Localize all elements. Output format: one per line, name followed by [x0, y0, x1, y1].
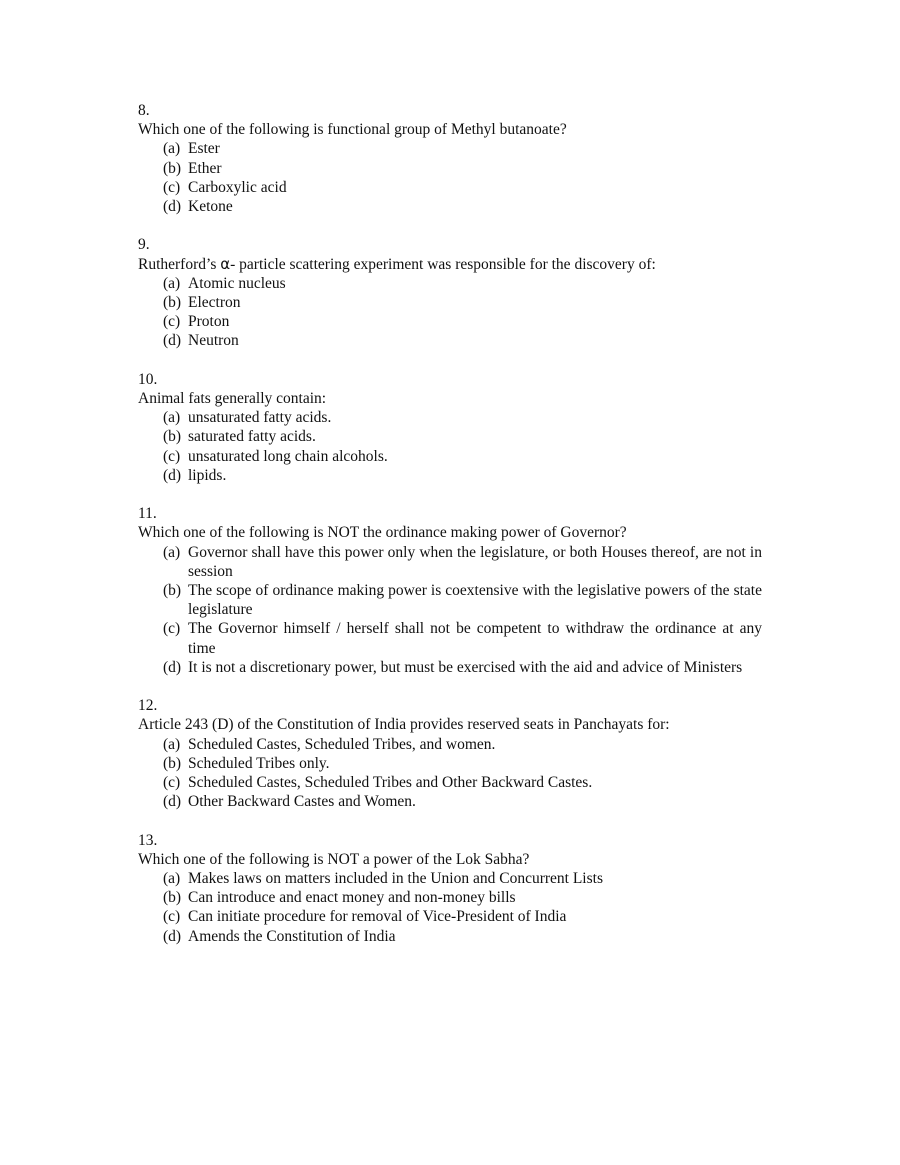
question-number: 13. — [138, 831, 158, 849]
option-text: Proton — [188, 313, 230, 331]
option-label: (d) — [163, 332, 182, 350]
option-text: Governor shall have this power only when the legislature, or both Houses thereof, are not in session — [188, 543, 762, 580]
option-text: Scheduled Castes, Scheduled Tribes, and women. — [188, 735, 496, 753]
option-text: The Governor himself / herself shall not be competent to withdraw the ordinance at any time — [188, 620, 762, 657]
option-b — [138, 581, 762, 619]
option-a — [138, 869, 762, 888]
question-list — [138, 101, 762, 965]
option-b — [138, 427, 762, 446]
option-label: (c) — [163, 447, 181, 465]
option-label: (b) — [163, 889, 182, 907]
option-c — [138, 312, 762, 331]
option-label: (a) — [163, 543, 181, 561]
option-label: (c) — [163, 908, 181, 926]
question-10 — [138, 370, 762, 485]
option-label: (d) — [163, 793, 182, 811]
option-text: Can initiate procedure for removal of Vice-President of India — [188, 908, 567, 926]
option-c — [138, 619, 762, 657]
question-number: 12. — [138, 697, 158, 715]
option-label: (b) — [163, 159, 182, 177]
option-a — [138, 408, 762, 427]
option-label: (a) — [163, 274, 181, 292]
option-b — [138, 293, 762, 312]
question-number: 10. — [138, 370, 158, 388]
option-list — [138, 274, 762, 351]
question-text: Which one of the following is NOT the ordinance making power of Governor? — [138, 524, 627, 542]
option-list — [138, 869, 762, 946]
question-text: Which one of the following is functional group of Methyl butanoate? — [138, 121, 567, 139]
option-text: The scope of ordinance making power is coextensive with the legislative powers of the state legislature — [188, 582, 762, 619]
option-label: (c) — [163, 313, 181, 331]
option-label: (a) — [163, 735, 181, 753]
option-text: saturated fatty acids. — [188, 428, 316, 446]
question-13 — [138, 831, 762, 946]
option-text: Electron — [188, 294, 241, 312]
option-label: (a) — [163, 409, 181, 427]
option-c — [138, 447, 762, 466]
question-11 — [138, 504, 762, 677]
option-text: Scheduled Castes, Scheduled Tribes and Other Backward Castes. — [188, 774, 593, 792]
option-c — [138, 773, 762, 792]
question-text: Animal fats generally contain: — [138, 390, 327, 408]
option-label: (d) — [163, 658, 182, 676]
option-text: Other Backward Castes and Women. — [188, 793, 416, 811]
question-text: Which one of the following is NOT a power of the Lok Sabha? — [138, 850, 530, 868]
option-text: Scheduled Tribes only. — [188, 754, 330, 772]
option-text: Makes laws on matters included in the Union and Concurrent Lists — [188, 870, 603, 888]
option-label: (a) — [163, 870, 181, 888]
option-d — [138, 331, 762, 350]
option-label: (b) — [163, 294, 182, 312]
option-text: unsaturated long chain alcohols. — [188, 447, 388, 465]
option-text: Ketone — [188, 198, 233, 216]
option-d — [138, 197, 762, 216]
question-number: 8. — [138, 102, 150, 119]
option-a — [138, 543, 762, 581]
option-text: Atomic nucleus — [188, 274, 286, 292]
question-8 — [138, 101, 762, 216]
option-label: (b) — [163, 582, 182, 600]
question-9 — [138, 235, 762, 350]
option-text: Amends the Constitution of India — [188, 927, 396, 945]
option-label: (c) — [163, 178, 181, 196]
option-label: (b) — [163, 754, 182, 772]
option-text: Neutron — [188, 332, 239, 350]
question-number: 11. — [138, 505, 157, 523]
option-b — [138, 754, 762, 773]
option-d — [138, 792, 762, 811]
option-text: It is not a discretionary power, but must be exercised with the aid and advice of Ministers — [188, 658, 743, 676]
question-text-end: - particle scattering experiment was responsible for the discovery of: — [230, 255, 656, 273]
question-text — [138, 255, 762, 274]
option-b — [138, 159, 762, 178]
option-c — [138, 178, 762, 197]
option-d — [138, 927, 762, 946]
option-d — [138, 466, 762, 485]
option-label: (c) — [163, 620, 181, 638]
question-text: Article 243 (D) of the Constitution of India provides reserved seats in Panchayats for: — [138, 716, 670, 734]
option-text: Ester — [188, 140, 220, 158]
option-list — [138, 139, 762, 216]
option-list — [138, 408, 762, 485]
option-a — [138, 735, 762, 754]
option-label: (b) — [163, 428, 182, 446]
option-text: Carboxylic acid — [188, 178, 287, 196]
option-label: (d) — [163, 927, 182, 945]
option-b — [138, 888, 762, 907]
option-a — [138, 139, 762, 158]
option-label: (a) — [163, 140, 181, 158]
option-c — [138, 907, 762, 926]
option-text: Ether — [188, 159, 222, 177]
question-12 — [138, 696, 762, 811]
option-text: unsaturated fatty acids. — [188, 409, 332, 427]
option-d — [138, 658, 762, 677]
option-list — [138, 735, 762, 812]
question-number: 9. — [138, 236, 150, 254]
option-list — [138, 543, 762, 677]
option-text: Can introduce and enact money and non-money bills — [188, 889, 516, 907]
option-label: (d) — [163, 466, 182, 484]
option-a — [138, 274, 762, 293]
option-label: (c) — [163, 774, 181, 792]
alpha-symbol: α — [220, 254, 231, 273]
option-label: (d) — [163, 198, 182, 216]
option-text: lipids. — [188, 466, 227, 484]
question-text-start: Rutherford’s — [138, 255, 221, 273]
